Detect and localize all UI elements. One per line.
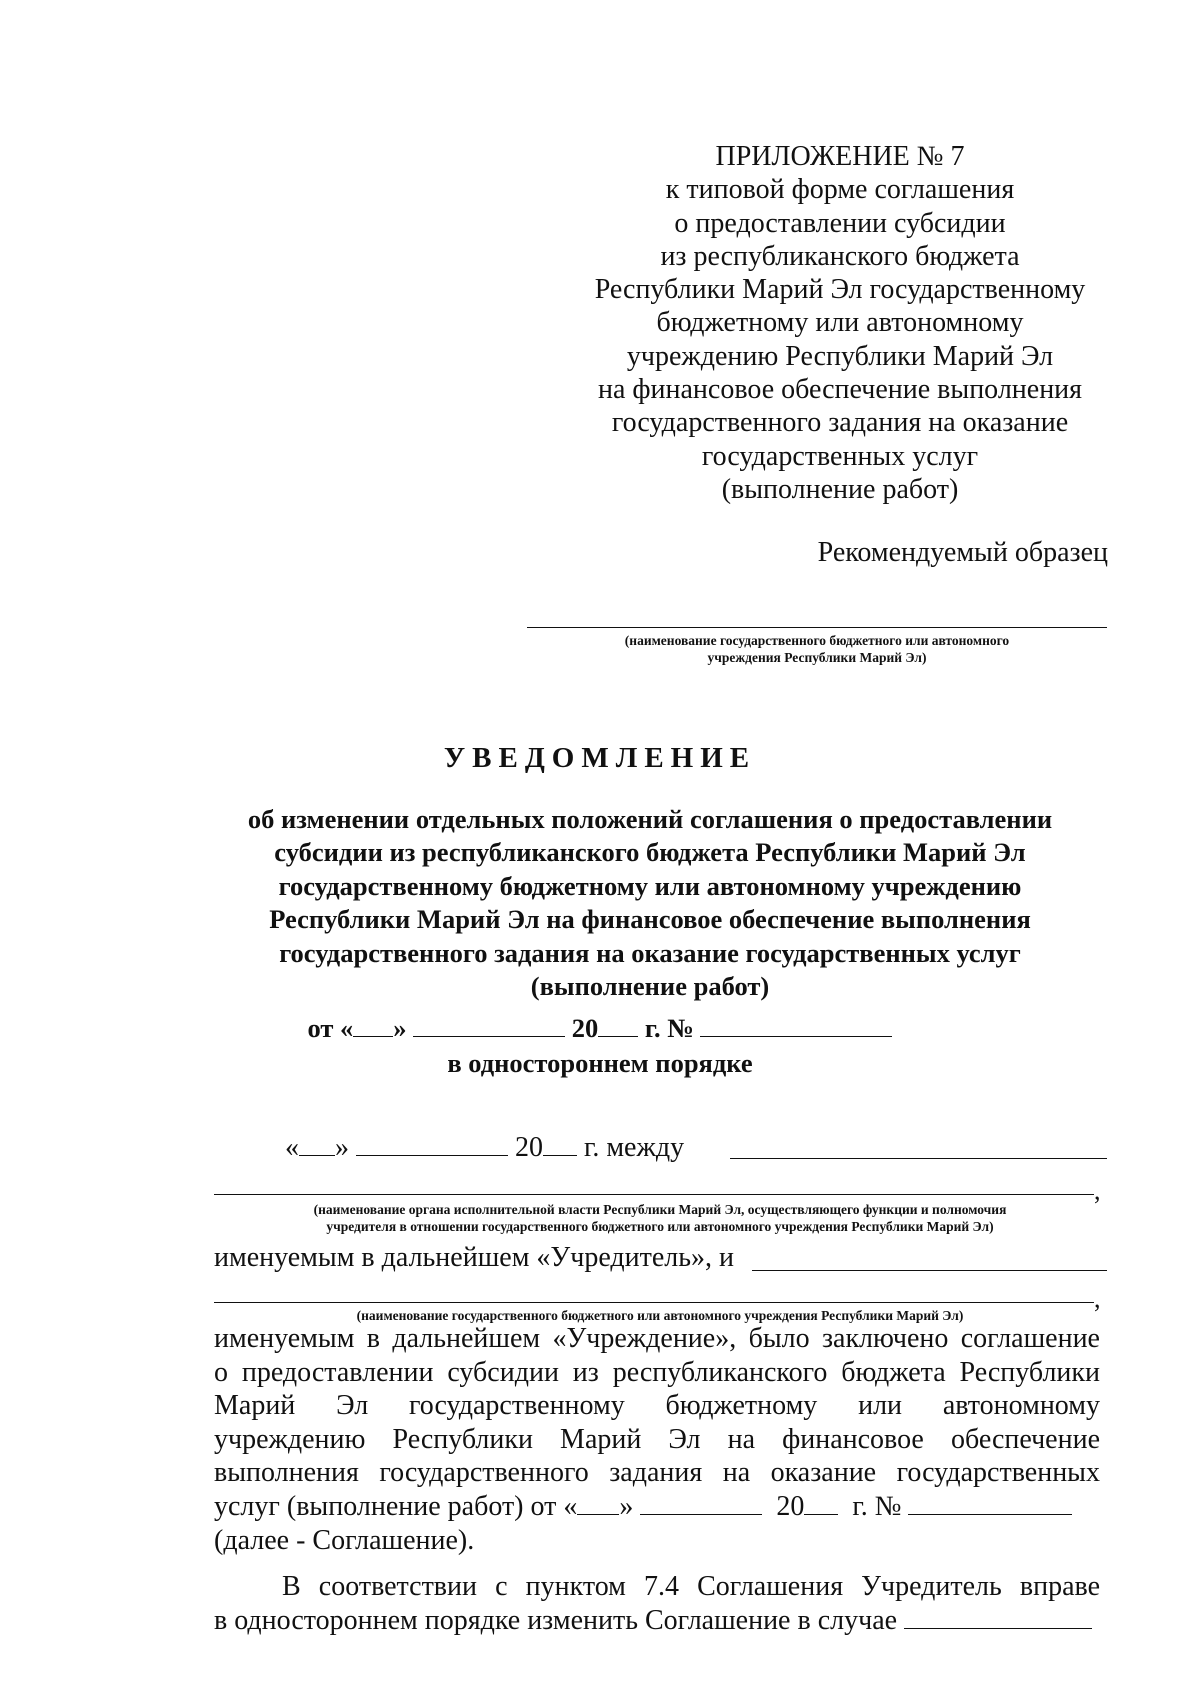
day-field[interactable]: [299, 1131, 335, 1156]
year-prefix: 20: [571, 1013, 599, 1043]
subject-line: об изменении отдельных положений соглашения о предоставлении: [247, 804, 1053, 834]
number-label: г. №: [644, 1013, 694, 1043]
appendix-header: [560, 140, 1120, 506]
subject-line: (выполнение работ): [530, 971, 770, 1002]
document-body: [214, 1322, 1100, 1637]
day-field[interactable]: [577, 1490, 619, 1515]
founder-name-field-start[interactable]: [730, 1158, 1107, 1159]
comma: ,: [1094, 1284, 1101, 1313]
body-line: выполнения государственного задания на оказание государственных: [214, 1457, 1100, 1489]
quote-close: »: [619, 1490, 634, 1522]
month-field[interactable]: [640, 1490, 762, 1515]
appendix-line: государственного задания на оказание: [611, 407, 1069, 439]
body-line: Марий Эл государственному бюджетному или автономному: [214, 1390, 1100, 1422]
year-prefix: 20: [515, 1132, 543, 1163]
year-field[interactable]: [598, 1012, 638, 1037]
body-line: (далее - Соглашение).: [214, 1524, 475, 1556]
document-subject: [190, 803, 1110, 1003]
body-line: учреждению Республики Марий Эл на финансовое обеспечение: [214, 1423, 1100, 1455]
agreement-parties-line: [285, 1131, 684, 1165]
subject-line: государственного задания на оказание государственных услуг: [279, 937, 1021, 968]
notice-number-field[interactable]: [700, 1012, 892, 1037]
day-field[interactable]: [353, 1012, 393, 1037]
document-title: УВЕДОМЛЕНИЕ: [443, 742, 757, 774]
caption-line: учредителя в отношении государственного бюджетного или автономного учреждения Республики Марий Эл): [326, 1219, 994, 1234]
institution-name-field-2[interactable]: [214, 1302, 1094, 1303]
appendix-line: государственных услуг: [701, 440, 979, 472]
body-line: о предоставлении субсидии из республиканского бюджета Республики: [214, 1356, 1100, 1388]
sample-label: Рекомендуемый образец: [817, 537, 1108, 568]
notice-date-line: [0, 1011, 1200, 1045]
agreement-date-line: [214, 1490, 1100, 1524]
body-line: В соответствии с пунктом 7.4 Соглашения Учредитель вправе: [282, 1571, 1100, 1603]
founder-text: именуемым в дальнейшем «Учредитель», и: [214, 1242, 734, 1273]
appendix-line: ПРИЛОЖЕНИЕ № 7: [715, 141, 965, 172]
quote-open: «: [285, 1132, 299, 1163]
appendix-line: о предоставлении субсидии: [674, 207, 1006, 239]
appendix-line: на финансовое обеспечение выполнения: [597, 374, 1083, 406]
caption-line: учреждения Республики Марий Эл): [707, 650, 927, 665]
caption-line: (наименование органа исполнительной власти Республики Марий Эл, осуществляющего функции и полномочия: [313, 1202, 1007, 1217]
month-field[interactable]: [356, 1131, 508, 1156]
body-line: именуемым в дальнейшем «Учреждение», было заключено соглашение: [214, 1323, 1100, 1354]
comma: ,: [1094, 1176, 1101, 1205]
date-prefix: от «: [307, 1013, 354, 1043]
body-last-line: [214, 1604, 1100, 1638]
institution-name-caption: [527, 632, 1107, 666]
between-label: г. между: [584, 1132, 685, 1163]
appendix-line: (выполнение работ): [721, 473, 959, 505]
case-text: в одностороннем порядке изменить Соглашение в случае: [214, 1604, 898, 1636]
institution-name-field-start[interactable]: [752, 1270, 1107, 1271]
agreement-number-field[interactable]: [908, 1490, 1072, 1515]
agreement-date-prefix: услуг (выполнение работ) от «: [214, 1490, 578, 1522]
order-label: в одностороннем порядке: [447, 1048, 753, 1078]
institution-name-field[interactable]: [527, 627, 1107, 628]
founder-name-field[interactable]: [214, 1194, 1094, 1195]
founder-caption: [210, 1201, 1110, 1235]
appendix-line: из республиканского бюджета: [660, 240, 1020, 272]
month-field[interactable]: [413, 1012, 565, 1037]
case-field[interactable]: [904, 1604, 1092, 1629]
appendix-line: к типовой форме соглашения: [665, 174, 1015, 206]
year-field[interactable]: [804, 1490, 838, 1515]
appendix-line: Республики Марий Эл государственному: [594, 274, 1086, 306]
subject-line: субсидии из республиканского бюджета Республики Марий Эл: [274, 837, 1026, 868]
subject-line: государственному бюджетному или автономному учреждению: [278, 870, 1022, 901]
quote-close: »: [335, 1132, 349, 1163]
appendix-line: учреждению Республики Марий Эл: [626, 340, 1054, 372]
year-field[interactable]: [543, 1131, 577, 1156]
appendix-line: бюджетному или автономному: [656, 307, 1024, 339]
quote-close: »: [393, 1013, 407, 1043]
caption-line: (наименование государственного бюджетного или автономного: [624, 633, 1010, 648]
subject-line: Республики Марий Эл на финансовое обеспечение выполнения: [269, 904, 1031, 935]
institution-caption-2: (наименование государственного бюджетного или автономного учреждения Республики Марий Эл): [356, 1308, 964, 1323]
year-prefix: 20: [776, 1490, 805, 1522]
number-label: г. №: [852, 1490, 902, 1522]
